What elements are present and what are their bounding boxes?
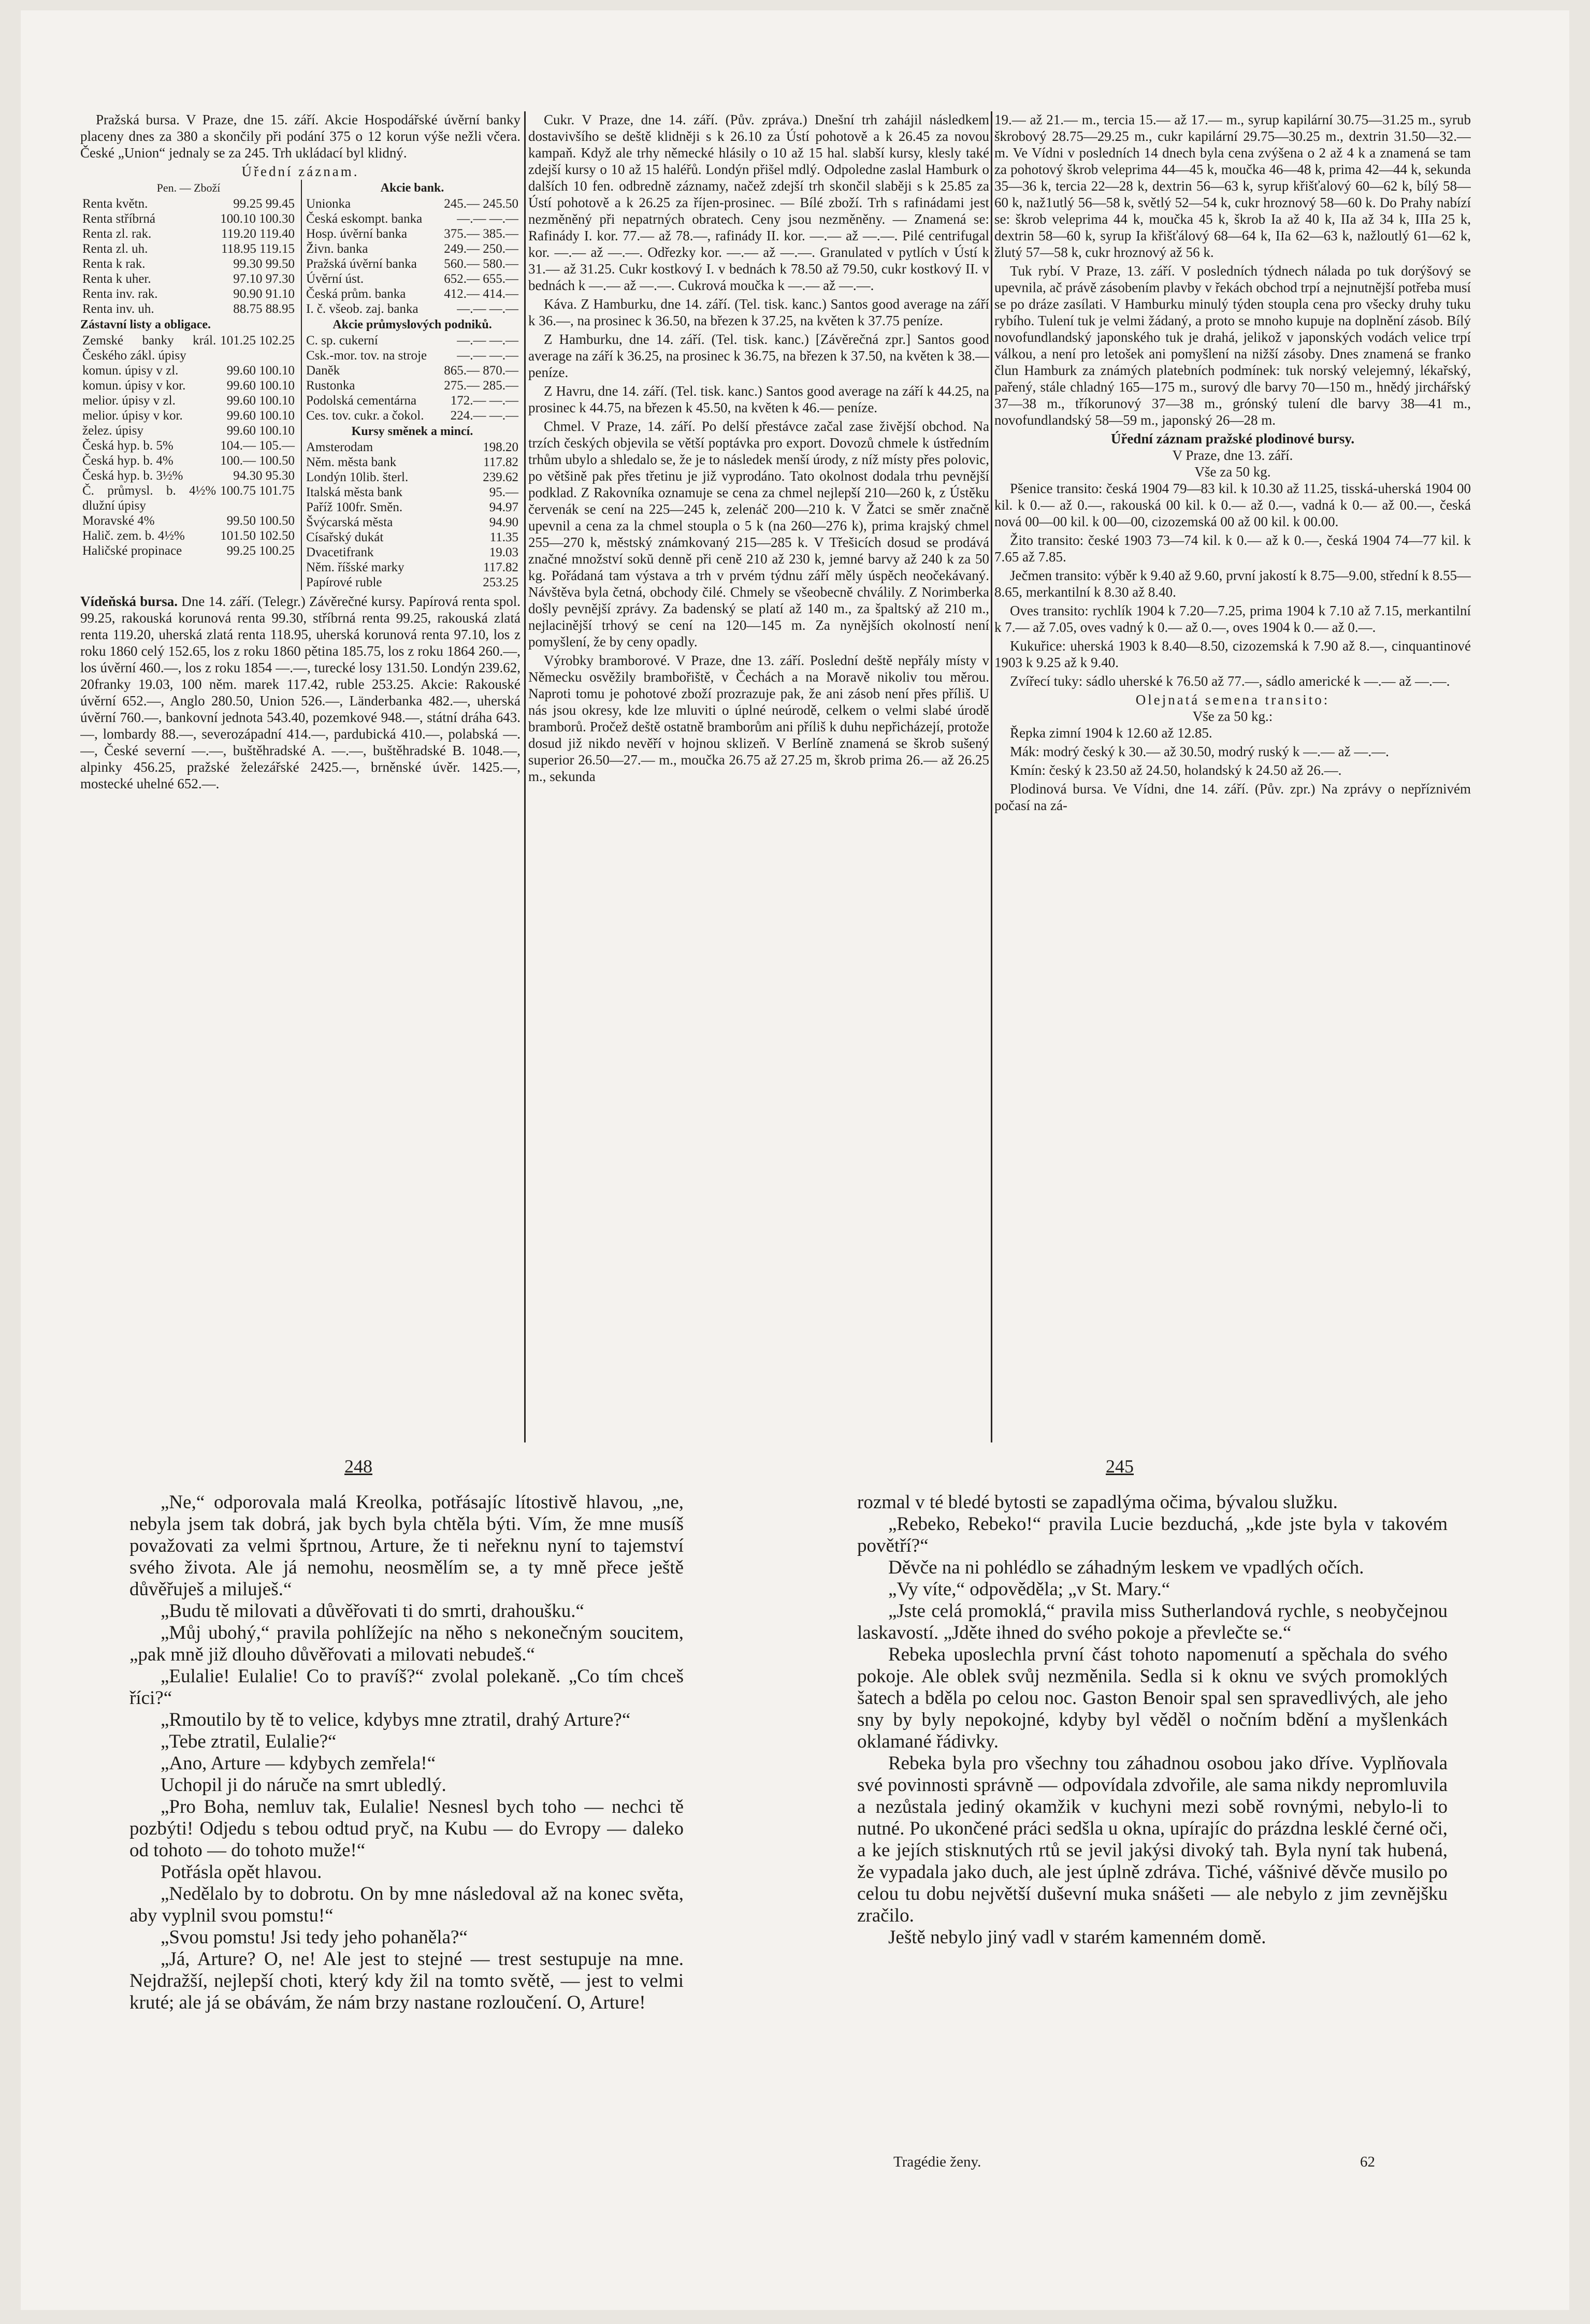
table-row: želez. úpisy 99.60 100.10 bbox=[82, 424, 295, 438]
story-paragraph: „Tebe ztratil, Eulalie?“ bbox=[161, 1731, 337, 1752]
table-row: Paříž 100fr. Směn. 94.97 bbox=[306, 500, 518, 514]
story-paragraph: Potřásla opět hlavou. bbox=[161, 1861, 322, 1883]
industrial-shares-table bbox=[304, 333, 521, 423]
story-paragraph: „Rmoutilo by tě to velice, kdybys mne ztratil, drahý Arture?“ bbox=[161, 1709, 631, 1730]
table-row: Renta inv. rak. 90.90 91.10 bbox=[82, 287, 295, 301]
poppy-prices: Mák: modrý český k 30.— až 30.50, modrý ruský k —.— až —.—. bbox=[1010, 744, 1389, 759]
caraway-prices: Kmín: český k 23.50 až 24.50, holandský k 24.50 až 26.—. bbox=[1010, 762, 1342, 778]
table-row: Česká eskompt. banka —.— —.— bbox=[306, 212, 518, 226]
table-row: Renta k uher. 97.10 97.30 bbox=[82, 272, 295, 286]
column-prague-bourse bbox=[80, 111, 521, 792]
table-row: Česká prům. banka 412.— 414.— bbox=[306, 287, 518, 301]
sheet-number: 62 bbox=[1360, 2154, 1375, 2170]
bank-shares-table bbox=[304, 196, 521, 316]
table-row: Londýn 10lib. šterl. 239.62 bbox=[306, 470, 518, 484]
column-divider bbox=[991, 111, 992, 1442]
vienna-bourse-heading: Vídeňská bursa. bbox=[80, 594, 178, 609]
table-row: Italská města bank 95.— bbox=[306, 485, 518, 499]
potato-products-report: Výrobky bramborové. V Praze, dne 13. září. Poslední deště nepřály místy v Německu osvěžily brambořiště, v Čechách a na Moravě nikoliv tou měrou. Naproti tomu je pohotové zboží prozrazuje pak, že ani zásob není přes příliš. U nás jsou okresy, kde lze mluviti o úplné neúrodě, celkem o velmi slabé úrodě bramborů. Pročež deště ostatně bramborům ani příliš k duhu nepřicházejí, protože dosud již nikdo nevěří v hojnou sklizeň. V Berlíně znamená se škrob sušený superior 26.50—27.— m., moučka 26.75 až 27.25 m, škrob prima 26.— až 26.25 m., sekunda bbox=[528, 653, 989, 784]
table-row: Pražská úvěrní banka 560.— 580.— bbox=[306, 257, 518, 271]
rye-prices: Žito transito: české 1903 73—74 kil. k 0.— až k 0.—, česká 1904 74—77 kil. k 7.65 až 7.85. bbox=[994, 532, 1471, 565]
exchange-rates-heading: Kursy směnek a mincí. bbox=[351, 425, 473, 438]
hops-report: Chmel. V Praze, 14. září. Po delší přestávce začal zase živější obchod. Na trzích českých objevila se větší poptávka pro export. Dovozů chmele k ústředním trhům ubylo a shledalo se, že je to následek menší úrody, z níž místy přes polovic, po většině pak přes třetinu je již vyprodáno. Tato okolnost dodala trhu pevnější podklad. Z Rakovníka oznamuje se cena za chmel nejlepší 210—260 k, z Ústěku červenák se cení na 225—245 k, zelenáč 200—210 k. V Žatci se směr značně upevnil a cena za la chmel stoupla o 5 k (na 260—276 k), prima krajský chmel 255—270 k, městský známkovaný 215—285 k. V Třešicích dosud se prodává značné množství sokŭ denně při ceně 210 až 230 k, jemné barvy až 240 k za 50 kg. Pořádaná tam výstava a trh v prvém týdnu září měly úspěch neočekávaný. Návštěva byla četná, obchody čilé. Chmely se všeobecně chválily. Z Norimberka došly pevnější zprávy. Za badenský se platí až 140 m., za špaltský až 210 m., nejlacinější trhový se cení na 120—145 m. Za nynějších okolností není pomyšlení, že by ceny opadly. bbox=[528, 418, 989, 649]
story-paragraph: Děvče na ni pohlédlo se záhadným leskem ve vpadlých očích. bbox=[888, 1557, 1364, 1578]
story-paragraph: „Svou pomstu! Jsi tedy jeho pohaněla?“ bbox=[161, 1927, 468, 1948]
table-row: Rustonka 275.— 285.— bbox=[306, 379, 518, 393]
table-row: Amsterodam 198.20 bbox=[306, 440, 518, 454]
unit-note-2: Vše za 50 kg.: bbox=[1192, 709, 1273, 724]
table-row: Císařský dukát 11.35 bbox=[306, 530, 518, 544]
story-paragraph: Uchopil ji do náruče na smrt ubledlý. bbox=[161, 1774, 446, 1796]
story-paragraph: „Ano, Arture — kdybych zemřela!“ bbox=[161, 1753, 436, 1774]
prague-bourse-lead: Pražská bursa. V Praze, dne 15. září. Akcie Hospodářské úvěrní banky placeny dnes za 380 a skončily při podání 375 o 12 korun výše nežli včera. České „Union“ jednaly se za 245. Trh ukládací byl klidný. bbox=[80, 112, 521, 161]
table-row: I. č. všeob. zaj. banka —.— —.— bbox=[306, 302, 518, 316]
table-row: Unionka 245.— 245.50 bbox=[306, 197, 518, 211]
bank-shares-heading: Akcie bank. bbox=[380, 181, 444, 195]
story-paragraph: „Pro Boha, nemluv tak, Eulalie! Nesnesl bych toho — nechci tě pozbýti! Odjedu s tebou odtud pryč, na Kubu — do Evropy — daleko od tohoto — do tohoto muže!“ bbox=[129, 1796, 684, 1861]
story-paragraph: Rebeka byla pro všechny tou záhadnou osobou jako dříve. Vyplňovala své povinnosti správně — odpovídala zdvořile, ale sama nikdy nepromluvila a nezůstala jediný okamžik v kuchyni mezi sobě rovnými, nebylo-li to nutné. Po ukončené práci sedšla u okna, upírajíc do prázdna lesklé černé oči, a ke jejích stisknutých rtů se jevil jakýsi divoký tah. Byla nyní tak hubená, že vypadala jako duch, ale jest úplně zdráva. Tiché, vášnivé děvče musilo po celou tu dobu největší duševní muka snášeti — ale nebylo z jim zevnějšku zračilo. bbox=[857, 1753, 1448, 1926]
story-paragraph: „Nedělalo by to dobrotu. On by mne následoval až na konec světa, aby vyplnil svou pomstu!“ bbox=[129, 1883, 684, 1926]
story-paragraph: Rebeka uposlechla první část tohoto napomenutí a spěchala do svého pokoje. Ale oblek svůj nezměnila. Sedla si k oknu ve svých promoklých šatech a bděla po celou noc. Gaston Benoir spal sen spravedlivých, ale jeho sny by byly nepokojné, kdyby byl věděl o nočním bdění a myšlenkách oklamané řádivky. bbox=[857, 1644, 1448, 1752]
unit-note: Vše za 50 kg. bbox=[1194, 464, 1271, 480]
story-paragraph: „Jste celá promoklá,“ pravila miss Sutherlandová rychle, s neobyčejnou laskavostí. „Jděte ihned do svého pokoje a převlečte se.“ bbox=[857, 1600, 1448, 1643]
table-row: Papírové ruble 253.25 bbox=[306, 575, 518, 589]
page-number-left: 248 bbox=[344, 1456, 372, 1477]
table-row: Daněk 865.— 870.— bbox=[306, 364, 518, 378]
oilseeds-heading: Olejnatá semena transito: bbox=[1135, 692, 1330, 708]
vienna-bourse-text: Dne 14. září. (Telegr.) Závěrečné kursy. Papírová renta spol. 99.25, rakouská korunová renta 99.30, stříbrná renta 99.25, rakouská zlatá renta 119.20, uherská zlatá renta 118.95, uherská korunová renta 97.10, los z roku 1860 celý 152.65, los z roku 1860 pětina 185.75, los z roku 1864 260.—, los úvěrní 460.—, los z roku 1854 —.—, turecké losy 131.50. Londýn 239.62, 20franky 19.03, 100 něm. marek 117.42, ruble 253.25. Akcie: Rakouské úvěrní 652.—, Anglo 280.50, Union 526.—, Länderbanka 482.—, uherská úvěrní 760.—, bankovní jednota 543.40, pozemkové 948.—, státní dráha 643.—, lombardy 88.—, severozápadní 414.—, pardubická 410.—, polabská —.—, České severní —.—, buštěhradské A. —.—, buštěhradské B. 1048.—, alpinky 456.25, pražské železářské 2425.—, brněnské úvěr. 1425.—, mostecké uhelné 652.—. bbox=[80, 594, 521, 791]
story-paragraph: rozmal v té bledé bytosti se zapadlýma očima, bývalou služku. bbox=[857, 1492, 1338, 1513]
table-row: Renta květn. 99.25 99.45 bbox=[82, 197, 295, 211]
table-row: komun. úpisy v zl. 99.60 100.10 bbox=[82, 364, 295, 378]
vienna-produce-report: Plodinová bursa. Ve Vídni, dne 14. září. (Pův. zpr.) Na zprávy o nepříznivém počasí na zá- bbox=[994, 781, 1471, 813]
barley-prices: Ječmen transito: výběr k 9.40 až 9.60, první jakostí k 8.75—9.00, střední k 8.55—8.65, merkantilní k 8.30 až 8.40. bbox=[994, 568, 1471, 600]
oats-prices: Oves transito: rychlík 1904 k 7.20—7.25, prima 1904 k 7.10 až 7.15, merkantilní k 7.— až 7.05, oves vadný k 0.— až 0.—, oves 1904 k 0.— až 0.—. bbox=[994, 603, 1471, 635]
story-paragraph: „Rebeko, Rebeko!“ pravila Lucie bezduchá, „kde jste byla v takovém povětří?“ bbox=[857, 1513, 1448, 1556]
starch-prices: 19.— až 21.— m., tercia 15.— až 17.— m., syrup kapilární 30.75—31.25 m., syrub škrobový 28.75—29.25 m., cukr kapilární 29.75—30.25 m., dextrin 31.50—32.— m. Ve Vídni v posledních 14 dnech byla cena zvýšena o 2 až 4 k a znamená se tam za pohotový škrob veleprima 44—45 k, moučka 46—48 k, prima 42—44 k, sekunda 35—36 k, tercia 22—28 k, dextrin 56—63 k, syrup křišťalový 60—62 k, bílý 58—60 k, naž1utlý 56—58 k, světlý 52—54 k, cukr hroznový 58—60 k. Do Prahy nabízí se: škrob veleprima 44 k, moučka 45 k, škrob Ia až 40 k, IIa až 34 k, IIIa 25 k, dextrin 58—60 k, syrup Ia křišťálový 68—64 k, IIa 62—63 k, nažloutlý 61—62 k, žlutý 57—58 k, cukr hroznový až 56 k. bbox=[994, 112, 1471, 260]
table-header: Pen. — Zboží bbox=[156, 181, 221, 194]
sugar-report: Cukr. V Praze, dne 14. září. (Pův. zpráva.) Dnešní trh zahájil následkem dostavivšího se deště klidněji s k 26.10 za Ústí pohotově a k 26.45 za novou kampaň. Když ale trhy německé hlásily o 10 až 15 hal. slabší kursy, klesly také zdejší kursy o 10 až 15 haléřů. Londýn přišel mdlý. Odpoledne zaslal Hamburk o dalších 10 fen. odbredně záznamy, načež zdejší trh skončil slaběji s k 25.85 za Ústí pohotově a k 26.25 za říjen-prosinec. — Bílé zboží. Trh s rafinádami jest nezměněný při nepatrných obratech. Ceny jsou nezměněny. — Znamená se: Rafinády I. kor. 77.— až 78.—, rafinády II. kor. —.— až —.—. Pilé centrifugal kor. —.— až —.—. Odřezky kor. —.— až —.—. Granulated v pytlích v Ústí k 31.— až 31.25. Cukr kostkový I. v bednách k 78.50 až 79.50, cukr kostkový II. v bednách k —.— až —.—. Cukrová moučka k —.— až —.—. bbox=[528, 112, 989, 293]
coffee-report-3: Z Havru, dne 14. září. (Tel. tisk. kanc.) Santos good average na září k 44.25, na prosinec k 44.75, na březen k 45.50, na květen k 46.— peníze. bbox=[528, 383, 989, 415]
produce-exchange-heading: Úřední záznam pražské plodinové bursy. bbox=[1110, 431, 1355, 446]
story-paragraph: „Eulalie! Eulalie! Co to pravíš?“ zvolal polekaně. „Co tím chceš říci?“ bbox=[129, 1666, 684, 1709]
table-row: Haličské propinace 99.25 100.25 bbox=[82, 544, 295, 558]
column-divider bbox=[524, 111, 526, 1442]
corn-prices: Kukuřice: uherská 1903 k 8.40—8.50, cizozemská k 7.90 až 8.—, cinquantinové 1903 k 9.25 až k 9.40. bbox=[994, 638, 1471, 670]
dateline: V Praze, dne 13. září. bbox=[1172, 448, 1293, 463]
table-row: Dvacetifrank 19.03 bbox=[306, 545, 518, 559]
story-paragraph: „Já, Arture? O, ne! Ale jest to stejné — trest sestupuje na mne. Nejdražší, nejlepší choti, který kdy žil na tomto světě, — jest to velmi kruté; ale já se obávám, že nám brzy nastane rozloučení. O, Arture! bbox=[129, 1948, 684, 2013]
wheat-prices: Pšenice transito: česká 1904 79—83 kil. k 10.30 až 11.25, tisská-uherská 1904 00 kil. k 0.— až 0.—, rakouská 00 kil. k 0.— až 0.—, vadná k 0.— až 00.—, česká nová 00—00 kil. k 00—00, cizozemská 00 až 00 kil. k 00.00. bbox=[994, 481, 1471, 529]
story-footer bbox=[893, 2154, 1375, 2171]
table-row: Hosp. úvěrní banka 375.— 385.— bbox=[306, 227, 518, 241]
column-commodities bbox=[528, 111, 989, 787]
coffee-report: Káva. Z Hamburku, dne 14. září. (Tel. tisk. kanc.) Santos good average na září k 36.—, na prosinec k 36.50, na březen k 37.25, na květen k 37.75 peníze. bbox=[528, 296, 989, 328]
story-page-right bbox=[857, 1492, 1448, 1948]
table-row: Renta zl. rak. 119.20 119.40 bbox=[82, 227, 295, 241]
rent-table bbox=[80, 196, 297, 316]
industrial-shares-heading: Akcie průmyslových podniků. bbox=[333, 318, 492, 331]
table-row: Podolská cementárna 172.— —.— bbox=[306, 394, 518, 408]
newspaper-page bbox=[21, 10, 1569, 2310]
story-paragraph: „Ne,“ odporovala malá Kreolka, potřásajíc lítostivě hlavou, „ne, nebyla jsem tak dobrá, jak bych byla chtěla býti. Vím, že mne musíš považovati za velmi šprtnou, Arture, že ti neřeknu nyní to tajemství svého života. Ale já nemohu, neosmělím se, a ty mně přece ještě důvěřuješ a miluješ.“ bbox=[129, 1492, 684, 1600]
story-paragraph: „Můj ubohý,“ pravila pohlížejíc na něho s nekonečným soucitem, „pak mně již dlouho důvěřovati a milovati nebudeš.“ bbox=[129, 1622, 684, 1665]
table-row: Č. průmysl. b. 4½% dlužní úpisy 100.75 101.75 bbox=[82, 484, 295, 513]
table-row: Švýcarská města 94.90 bbox=[306, 515, 518, 529]
table-row: Něm. říšské marky 117.82 bbox=[306, 560, 518, 574]
table-row: melior. úpisy v zl. 99.60 100.10 bbox=[82, 394, 295, 408]
table-row: Moravské 4% 99.50 100.50 bbox=[82, 514, 295, 528]
table-row: Renta zl. uh. 118.95 119.15 bbox=[82, 242, 295, 256]
table-row: melior. úpisy v kor. 99.60 100.10 bbox=[82, 409, 295, 423]
column-produce-exchange bbox=[994, 111, 1471, 816]
table-row: Něm. města bank 117.82 bbox=[306, 455, 518, 469]
table-row: komun. úpisy v kor. 99.60 100.10 bbox=[82, 379, 295, 393]
story-paragraph: „Budu tě milovati a důvěřovati ti do smrti, drahoušku.“ bbox=[161, 1600, 584, 1622]
official-record-heading: Úřední záznam. bbox=[241, 164, 359, 179]
story-paragraph: „Vy víte,“ odpověděla; „v St. Mary.“ bbox=[888, 1579, 1170, 1600]
rapeseed-prices: Řepka zimní 1904 k 12.60 až 12.85. bbox=[1010, 725, 1212, 741]
fish-oil-report: Tuk rybí. V Praze, 13. září. V posledních týdnech nálada po tuk dorýšový se upevnila, ač právě zásobením plavby v řekách obchod trpí a nejnutnější potřeba musí se po dráze zasílati. V Hamburku minulý týden stoupla cena pro všecky druhy tuku rybího. Tulení tuk je velmi žádaný, a proto se mnoho kupuje na doplnění zásob. Bílý novofundlandský japonského tuk je drahá, jelikož v japonských vodách velice trpí válkou, a není pro letošek ani pomyšlení na nižší zásoby. Dnes znamená se franko člun Hamburk za známých platebních podmínek: tuk norský velejemný, lékařský, pařený, stále chladný 165—175 m., surový dle barvy 70—150 m., hnědý jirchářský 37—38 m., tříkorunový 37—38 m., grónský tulení dle barvy 38—41 m., novofundlandský 58—59 m., japonský 26—28 m. bbox=[994, 263, 1471, 428]
table-row: Úvěrní úst. 652.— 655.— bbox=[306, 272, 518, 286]
bonds-table bbox=[80, 333, 297, 558]
table-row: Renta stříbrná 100.10 100.30 bbox=[82, 212, 295, 226]
table-row: Halič. zem. b. 4½% 101.50 102.50 bbox=[82, 529, 295, 543]
story-page-left bbox=[129, 1492, 684, 2014]
coffee-report-2: Z Hamburku, dne 14. září. (Tel. tisk. kanc.) [Závěrečná zpr.] Santos good average na září k 36.25, na prosinec k 36.75, na březen k 37.50, na květen k 38.— peníze. bbox=[528, 331, 989, 380]
table-row: Csk.-mor. tov. na stroje —.— —.— bbox=[306, 349, 518, 363]
table-row: Ces. tov. cukr. a čokol. 224.— —.— bbox=[306, 409, 518, 423]
table-row: Renta inv. uh. 88.75 88.95 bbox=[82, 302, 295, 316]
table-row: Česká hyp. b. 3½% 94.30 95.30 bbox=[82, 469, 295, 483]
book-signature: Tragédie ženy. bbox=[893, 2154, 981, 2170]
table-row: Česká hyp. b. 4% 100.— 100.50 bbox=[82, 454, 295, 468]
table-row: Živn. banka 249.— 250.— bbox=[306, 242, 518, 256]
page-number-right: 245 bbox=[1106, 1456, 1134, 1477]
table-row: C. sp. cukerní —.— —.— bbox=[306, 334, 518, 348]
exchange-rates-table bbox=[304, 440, 521, 590]
bonds-heading: Zástavní listy a obligace. bbox=[80, 318, 211, 331]
story-paragraph: Ještě nebylo jiný vadl v starém kamenném domě. bbox=[888, 1927, 1266, 1948]
animal-fats-prices: Zvířecí tuky: sádlo uherské k 76.50 až 77.—, sádlo americké k —.— až —.—. bbox=[1010, 673, 1450, 689]
table-row: Česká hyp. b. 5% 104.— 105.— bbox=[82, 439, 295, 453]
table-row: Renta k rak. 99.30 99.50 bbox=[82, 257, 295, 271]
table-row: Zemské banky král. Českého zákl. úpisy 101.25 102.25 bbox=[82, 334, 295, 363]
